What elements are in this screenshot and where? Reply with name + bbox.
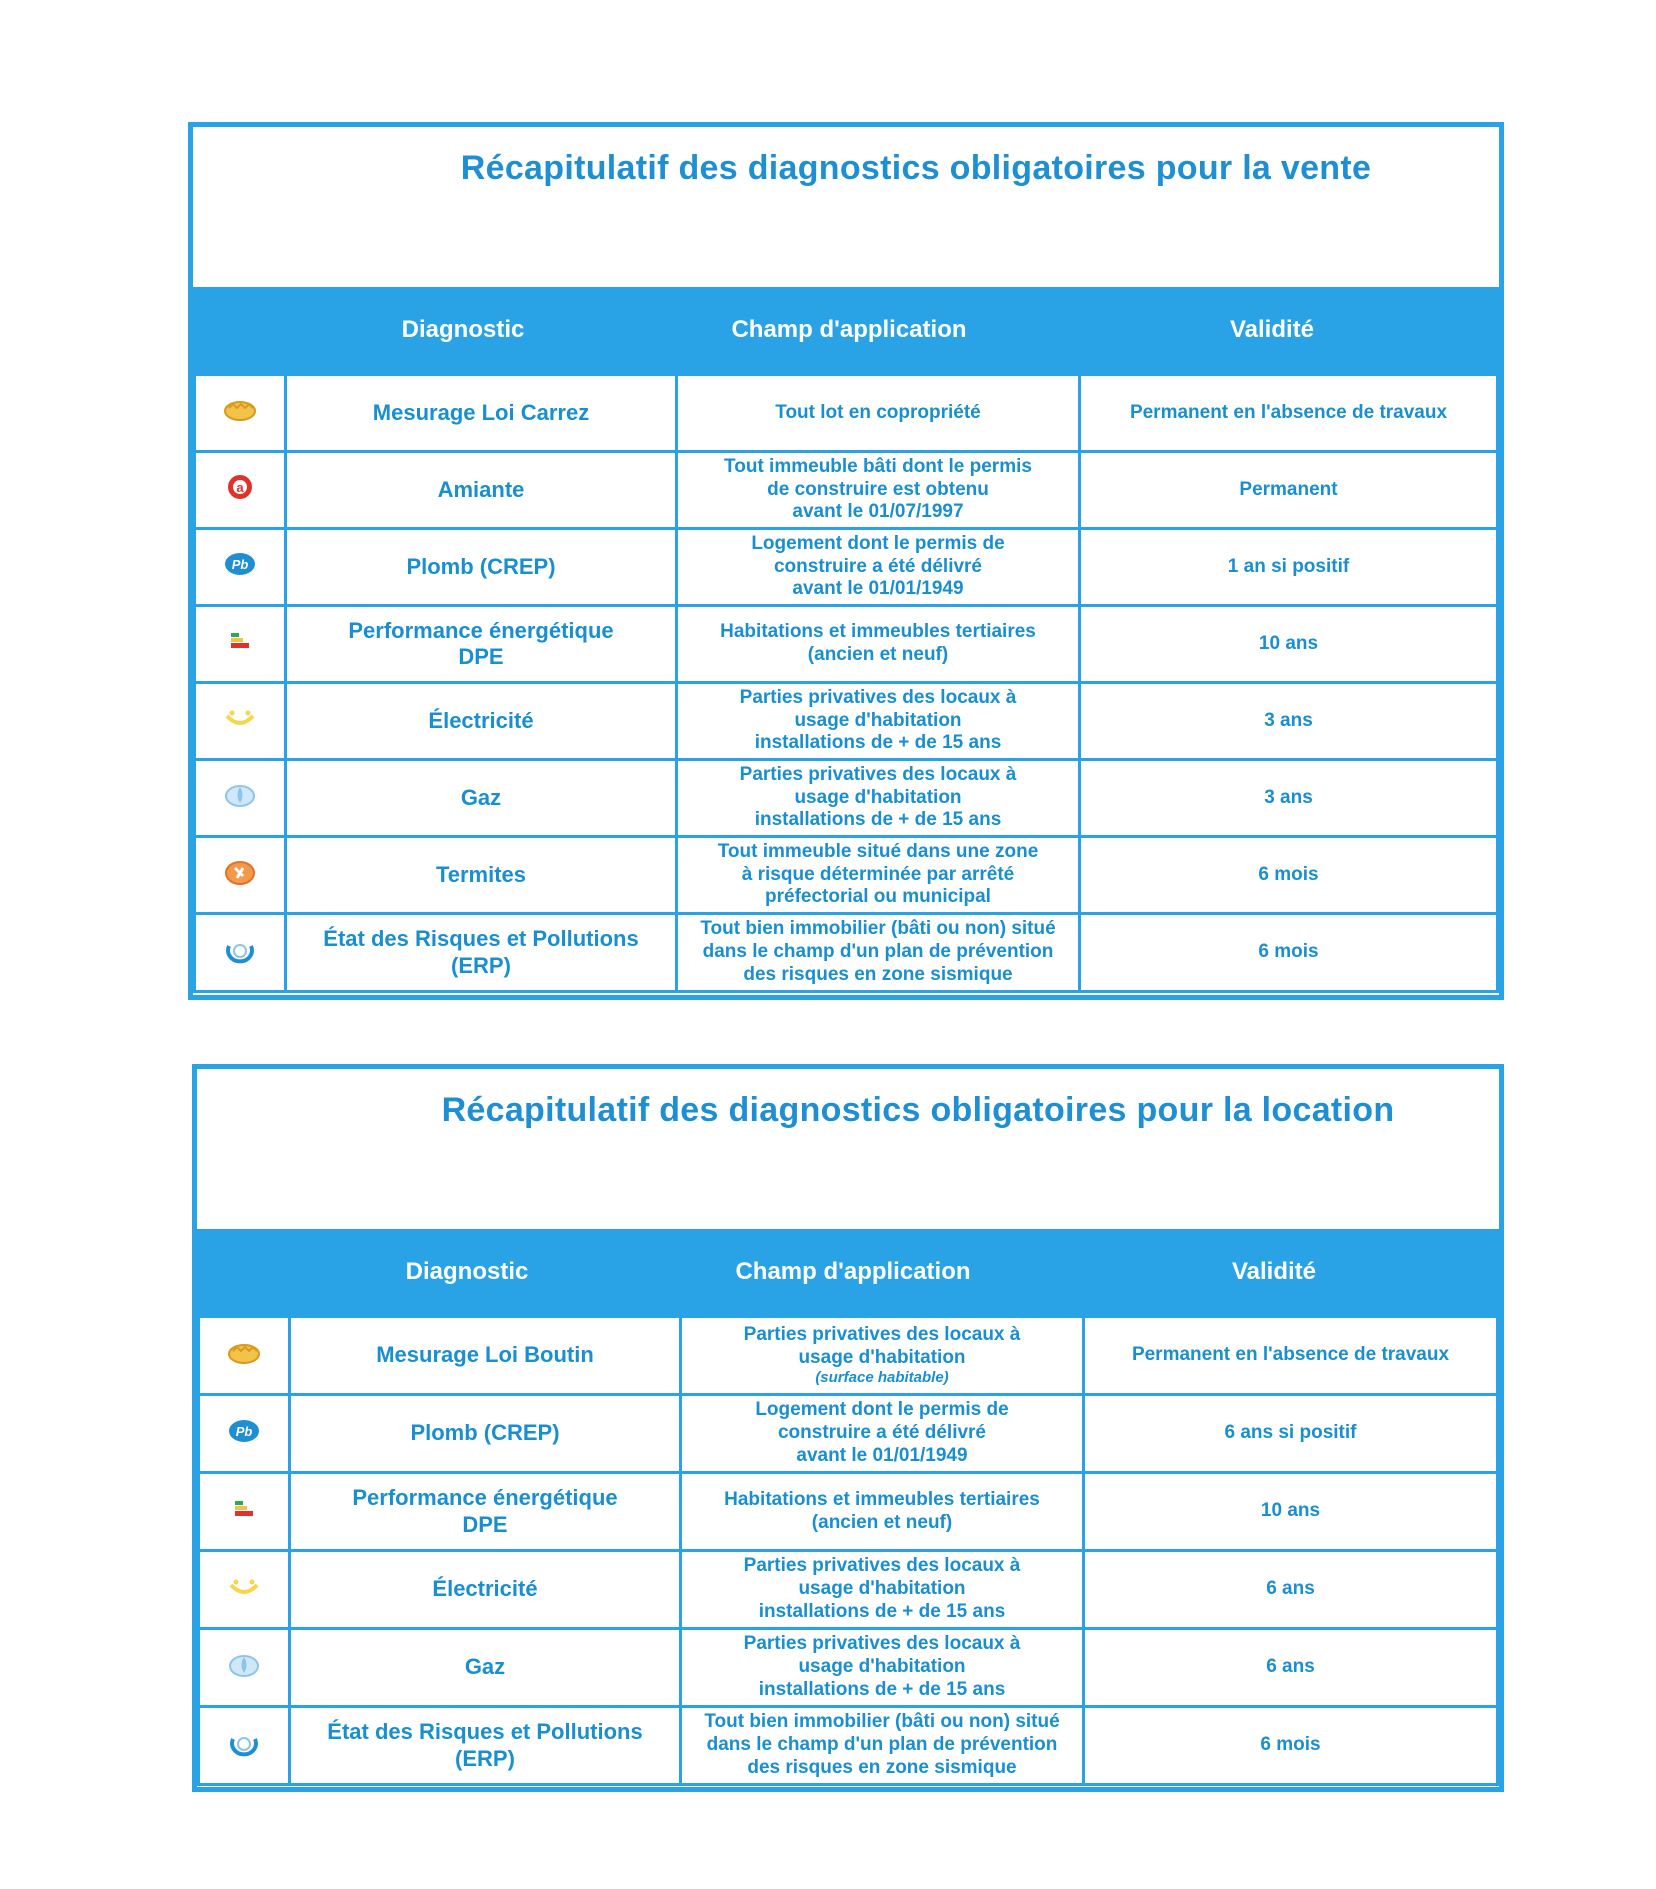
scope-line: Parties privatives des locaux à xyxy=(743,1633,1021,1655)
diagnostic-icon-cell xyxy=(199,1395,290,1473)
scope-text xyxy=(677,452,1080,529)
rental-diagnostics-panel xyxy=(192,1064,1504,1792)
scope-line: Logement dont le permis de xyxy=(751,532,1005,554)
gas-icon-graphic xyxy=(227,1651,261,1679)
sale-diagnostics-panel xyxy=(188,122,1504,1000)
table-row xyxy=(195,837,1498,914)
diagnostic-icon-cell xyxy=(195,760,286,837)
table-row xyxy=(195,529,1498,606)
scope-line: de construire est obtenu xyxy=(767,478,989,500)
table-row xyxy=(195,606,1498,683)
scope-text xyxy=(677,914,1080,992)
electricity-icon-graphic xyxy=(227,1573,261,1601)
diagnostic-name-line: Amiante xyxy=(437,476,525,502)
scope-text xyxy=(677,760,1080,837)
lead-icon xyxy=(227,1417,261,1443)
scope-line: Habitations et immeubles tertiaires xyxy=(724,1488,1040,1510)
table-row xyxy=(195,452,1498,529)
scope-text xyxy=(681,1707,1084,1785)
electricity-icon xyxy=(223,704,257,730)
diagnostic-name-line: DPE xyxy=(458,644,504,669)
diagnostic-icon-cell xyxy=(195,606,286,683)
rental-header-scope: Champ d'application xyxy=(735,1258,971,1285)
scope-line: construire a été délivré xyxy=(773,555,983,577)
validity-text: Permanent xyxy=(1080,452,1498,529)
scope-line: avant le 01/01/1949 xyxy=(796,1444,968,1466)
risk-icon-graphic xyxy=(223,936,257,964)
scope-note: (surface habitable) xyxy=(815,1369,949,1387)
scope-text xyxy=(681,1317,1084,1395)
table-row xyxy=(199,1551,1498,1629)
scope-line: Habitations et immeubles tertiaires xyxy=(720,621,1036,643)
scope-text xyxy=(677,683,1080,760)
risk-icon-graphic xyxy=(227,1729,261,1757)
scope-line: usage d'habitation xyxy=(798,1578,966,1600)
diagnostic-name xyxy=(286,760,677,837)
scope-text xyxy=(681,1395,1084,1473)
validity-text: 6 mois xyxy=(1084,1707,1498,1785)
diagnostic-name-line: Performance énergétique xyxy=(352,1485,618,1511)
diagnostic-name-line: Performance énergétique xyxy=(348,617,614,643)
svg-text:Pb: Pb xyxy=(231,557,249,573)
sale-header-validity: Validité xyxy=(1229,316,1315,343)
risk-icon xyxy=(227,1729,261,1755)
diagnostic-icon-cell xyxy=(199,1707,290,1785)
diagnostic-icon-cell xyxy=(199,1629,290,1707)
sale-table-header xyxy=(193,287,1499,373)
diagnostic-icon-cell xyxy=(199,1473,290,1551)
diagnostic-name xyxy=(286,375,677,452)
validity-text: 6 ans si positif xyxy=(1084,1395,1498,1473)
diagnostic-name-line: Termites xyxy=(435,861,527,887)
scope-line: dans le champ d'un plan de prévention xyxy=(706,1734,1058,1756)
diagnostic-icon-cell xyxy=(195,683,286,760)
diagnostic-icon-cell xyxy=(195,452,286,529)
validity-text: 6 ans xyxy=(1084,1629,1498,1707)
diagnostic-name-line: Électricité xyxy=(432,1576,538,1602)
diagnostic-name xyxy=(286,452,677,529)
diagnostic-name xyxy=(290,1551,681,1629)
diagnostic-name-line: Mesurage Loi Boutin xyxy=(376,1342,594,1368)
lead-icon-graphic xyxy=(223,550,257,578)
diagnostic-name xyxy=(290,1707,681,1785)
diagnostic-name-line: État des Risques et Pollutions (ERP) xyxy=(327,1719,643,1771)
scope-line: installations de + de 15 ans xyxy=(758,1678,1006,1700)
rental-table-header xyxy=(197,1229,1499,1315)
table-row xyxy=(199,1707,1498,1785)
gas-icon xyxy=(227,1651,261,1677)
table-row xyxy=(195,760,1498,837)
scope-line: Parties privatives des locaux à xyxy=(739,763,1017,785)
diagnostic-icon-cell xyxy=(195,375,286,452)
scope-line: préfectorial ou municipal xyxy=(765,886,991,908)
diagnostic-icon-cell xyxy=(199,1551,290,1629)
scope-line: installations de + de 15 ans xyxy=(754,809,1002,831)
scope-line: Tout lot en copropriété xyxy=(775,401,981,423)
scope-line: Parties privatives des locaux à xyxy=(739,686,1017,708)
scope-line: Tout bien immobilier (bâti ou non) situé xyxy=(700,918,1056,940)
validity-text: 6 ans xyxy=(1084,1551,1498,1629)
scope-text xyxy=(677,529,1080,606)
scope-line: avant le 01/07/1997 xyxy=(792,501,964,523)
diagnostic-name xyxy=(286,914,677,992)
table-row xyxy=(199,1473,1498,1551)
table-row xyxy=(195,683,1498,760)
termite-icon xyxy=(223,858,257,884)
scope-text xyxy=(677,375,1080,452)
svg-text:a: a xyxy=(236,480,244,496)
table-row xyxy=(199,1395,1498,1473)
ruler-icon-graphic xyxy=(227,1339,261,1367)
scope-line: construire a été délivré xyxy=(777,1422,987,1444)
validity-text: Permanent en l'absence de travaux xyxy=(1080,375,1498,452)
gas-icon-graphic xyxy=(223,781,257,809)
scope-text xyxy=(681,1473,1084,1551)
scope-line: installations de + de 15 ans xyxy=(758,1600,1006,1622)
scope-line: dans le champ d'un plan de prévention xyxy=(702,941,1054,963)
svg-text:Pb: Pb xyxy=(235,1423,253,1439)
scope-line: Parties privatives des locaux à xyxy=(743,1555,1021,1577)
diagnostic-name-line: Mesurage Loi Carrez xyxy=(372,399,590,425)
diagnostic-icon-cell xyxy=(195,914,286,992)
rental-panel-title: Récapitulatif des diagnostics obligatoires pour la location xyxy=(441,1091,1395,1129)
diagnostic-name xyxy=(286,606,677,683)
energy-rating-icon xyxy=(223,627,257,653)
diagnostic-name xyxy=(290,1317,681,1395)
diagnostic-icon-cell xyxy=(199,1317,290,1395)
ruler-icon xyxy=(227,1339,261,1365)
validity-text: Permanent en l'absence de travaux xyxy=(1084,1317,1498,1395)
rental-header-diagnostic: Diagnostic xyxy=(405,1258,529,1285)
table-row xyxy=(195,914,1498,992)
scope-line: à risque déterminée par arrêté xyxy=(741,863,1015,885)
diagnostic-name xyxy=(290,1395,681,1473)
diagnostic-icon-cell xyxy=(195,529,286,606)
scope-text xyxy=(681,1551,1084,1629)
diagnostic-name xyxy=(286,529,677,606)
scope-line: Tout immeuble bâti dont le permis xyxy=(724,455,1032,477)
termite-icon-graphic xyxy=(223,858,257,886)
scope-line: usage d'habitation xyxy=(798,1656,966,1678)
energy-rating-icon-graphic xyxy=(227,1495,261,1523)
scope-line: (ancien et neuf) xyxy=(811,1511,953,1533)
energy-rating-icon xyxy=(227,1495,261,1521)
asbestos-icon-graphic xyxy=(223,473,257,501)
diagnostic-name-line: Électricité xyxy=(428,707,534,733)
diagnostic-name-line: Plomb (CREP) xyxy=(406,553,556,579)
asbestos-icon xyxy=(223,473,257,499)
scope-line: Parties privatives des locaux à xyxy=(743,1323,1021,1345)
ruler-icon xyxy=(223,396,257,422)
sale-header-scope: Champ d'application xyxy=(731,316,967,343)
lead-icon xyxy=(223,550,257,576)
scope-line: (ancien et neuf) xyxy=(807,644,949,665)
risk-icon xyxy=(223,936,257,962)
diagnostic-name xyxy=(290,1473,681,1551)
diagnostic-name xyxy=(286,683,677,760)
scope-line: usage d'habitation xyxy=(798,1346,966,1368)
diagnostic-icon-cell xyxy=(195,837,286,914)
diagnostic-name-line: État des Risques et Pollutions (ERP) xyxy=(323,926,639,978)
sale-table xyxy=(193,373,1499,993)
diagnostic-name-line: Gaz xyxy=(464,1654,506,1680)
scope-text xyxy=(677,837,1080,914)
validity-text: 1 an si positif xyxy=(1080,529,1498,606)
diagnostic-name-line: Plomb (CREP) xyxy=(410,1420,560,1446)
validity-text: 3 ans xyxy=(1080,760,1498,837)
scope-text xyxy=(681,1629,1084,1707)
sale-header-diagnostic: Diagnostic xyxy=(401,316,525,343)
rental-header-validity: Validité xyxy=(1231,1258,1317,1285)
validity-text: 6 mois xyxy=(1080,914,1498,992)
lead-icon-graphic xyxy=(227,1417,261,1445)
electricity-icon-graphic xyxy=(223,704,257,732)
validity-text: 3 ans xyxy=(1080,683,1498,760)
table-row xyxy=(195,375,1498,452)
scope-line: installations de + de 15 ans xyxy=(754,732,1002,754)
ruler-icon-graphic xyxy=(223,396,257,424)
diagnostic-name xyxy=(286,837,677,914)
scope-line: usage d'habitation xyxy=(794,709,962,731)
gas-icon xyxy=(223,781,257,807)
validity-text: 10 ans xyxy=(1084,1473,1498,1551)
scope-line: des risques en zone sismique xyxy=(743,963,1013,985)
diagnostic-name xyxy=(290,1629,681,1707)
table-row xyxy=(199,1629,1498,1707)
scope-line: avant le 01/01/1949 xyxy=(792,578,964,600)
energy-rating-icon-graphic xyxy=(223,627,257,655)
table-row xyxy=(199,1317,1498,1395)
validity-text: 6 mois xyxy=(1080,837,1498,914)
scope-line: Tout bien immobilier (bâti ou non) situé xyxy=(704,1711,1060,1733)
rental-table xyxy=(197,1315,1499,1786)
electricity-icon xyxy=(227,1573,261,1599)
scope-line: des risques en zone sismique xyxy=(747,1756,1017,1778)
scope-line: usage d'habitation xyxy=(794,786,962,808)
diagnostic-name-line: Gaz xyxy=(460,784,502,810)
scope-line: Logement dont le permis de xyxy=(755,1399,1009,1421)
diagnostic-name-line: DPE xyxy=(462,1511,508,1537)
validity-text: 10 ans xyxy=(1080,606,1498,683)
sale-panel-title: Récapitulatif des diagnostics obligatoires pour la vente xyxy=(460,149,1372,187)
scope-line: Tout immeuble situé dans une zone xyxy=(717,840,1039,862)
scope-text xyxy=(677,606,1080,683)
